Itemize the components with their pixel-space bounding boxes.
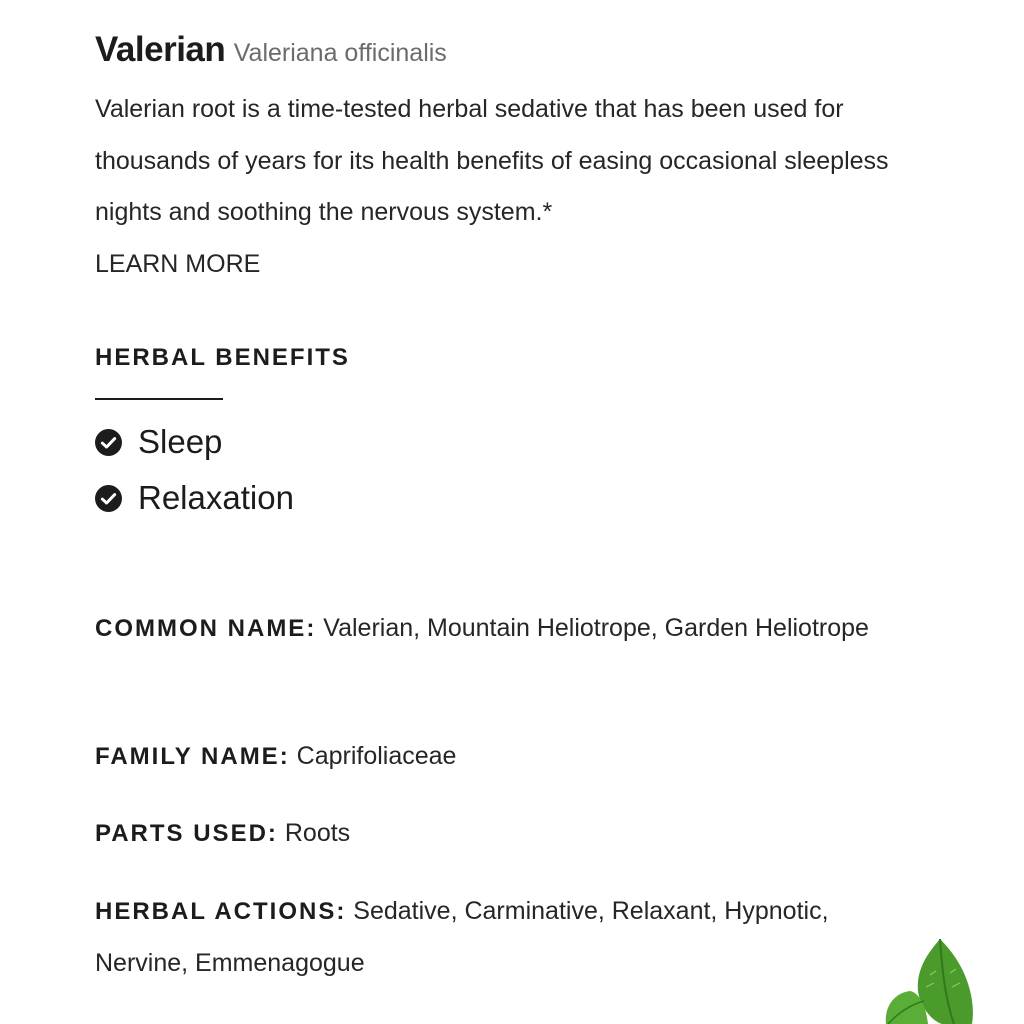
fact-label: HERBAL ACTIONS: [95,898,347,925]
fact-value: Roots [284,819,351,847]
herbal-benefits-heading: HERBAL BENEFITS [95,344,350,371]
herb-latin-name: Valeriana officinalis [233,39,447,67]
fact-label: PARTS USED: [95,820,278,847]
mint-leaf-icon [880,935,975,1024]
fact-parts-used [95,808,925,860]
herb-description: Valerian root is a time-tested herbal sedative that has been used for thousands of years for its health benefits of easing occasional sleepless nights and soothing the nervous system.* [95,95,889,226]
fact-herbal-actions [95,886,925,989]
check-circle-icon [95,485,122,512]
fact-value: Caprifoliaceae [296,742,457,770]
fact-label: FAMILY NAME: [95,743,290,770]
fact-common-name [95,603,925,655]
benefits-divider [95,398,223,400]
benefit-label: Relaxation [138,479,294,516]
herb-name: Valerian [95,30,226,69]
learn-more-link[interactable]: LEARN MORE [95,250,261,278]
fact-label: COMMON NAME: [95,615,317,642]
fact-family-name [95,731,925,783]
fact-value: Sedative, Carminative, Relaxant, Hypnotic, Nervine, Emmenagogue [95,897,829,977]
benefit-item-sleep [95,423,222,461]
benefit-label: Sleep [138,423,223,460]
benefit-item-relaxation [95,479,294,517]
herb-title-row [95,30,447,70]
fact-value: Valerian, Mountain Heliotrope, Garden Heliotrope [323,614,869,642]
check-circle-icon [95,429,122,456]
